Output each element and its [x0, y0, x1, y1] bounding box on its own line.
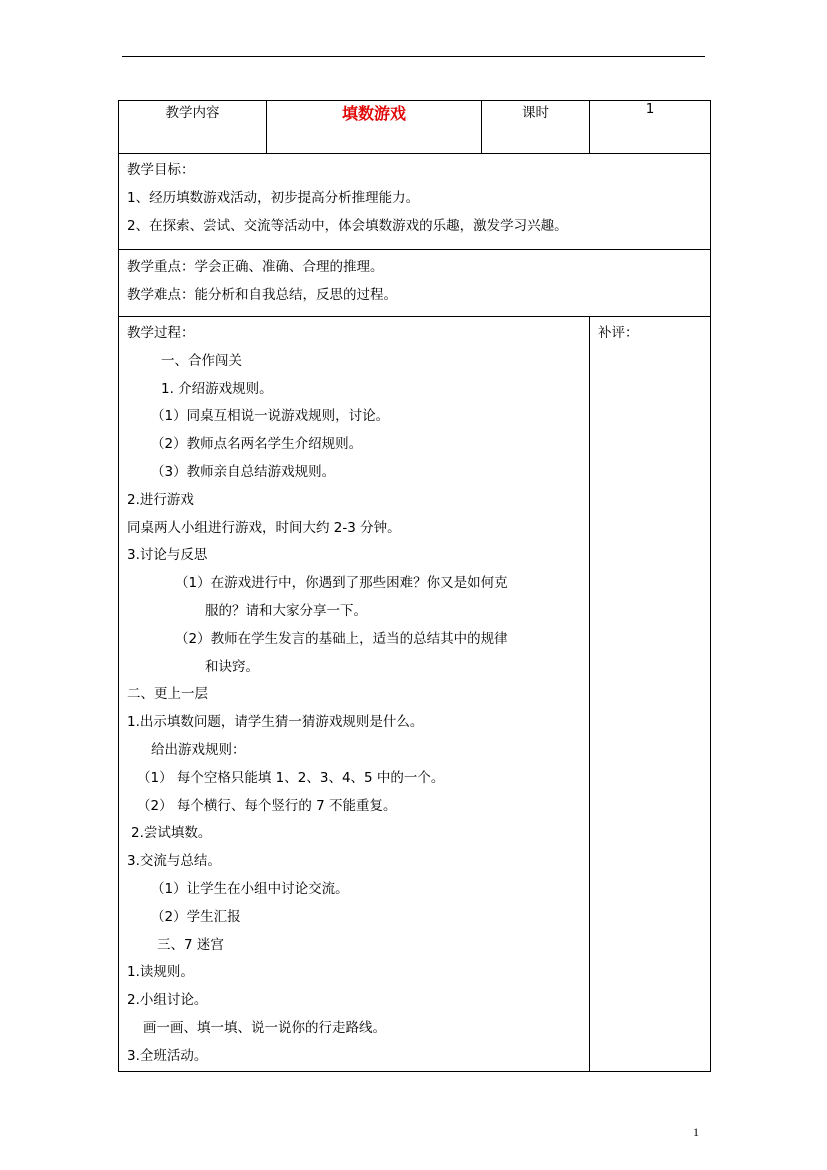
- process-line: 1.出示填数问题，请学生猜一猜游戏规则是什么。: [127, 714, 424, 731]
- page-number: 1: [693, 1125, 699, 1139]
- process-line: 1.读规则。: [127, 964, 194, 981]
- process-line: 和诀窍。: [205, 658, 259, 675]
- process-line: 一、合作闯关: [161, 352, 242, 369]
- process-line: 3.交流与总结。: [127, 853, 221, 870]
- process-line: 二、更上一层: [127, 686, 208, 703]
- process-line: （1） 每个空格只能填 1、2、3、4、5 中的一个。: [137, 769, 445, 786]
- process-row: [119, 317, 711, 1072]
- process-line: （2）教师点名两名学生介绍规则。: [151, 436, 363, 453]
- process-section: [119, 317, 589, 1071]
- remark-label: 补评：: [598, 325, 639, 341]
- header-rule: [122, 56, 705, 57]
- header-row: [119, 101, 711, 154]
- process-line: （2）教师在学生发言的基础上，适当的总结其中的规律: [175, 630, 508, 647]
- remark-cell: [590, 317, 711, 1072]
- goals-heading: 教学目标：: [127, 162, 195, 178]
- process-line: （1）同桌互相说一说游戏规则，讨论。: [151, 408, 390, 425]
- content-label: 教学内容: [119, 101, 267, 154]
- goals-row: [119, 154, 711, 250]
- process-line: （2）学生汇报: [151, 908, 241, 925]
- focus-section: [119, 250, 710, 315]
- process-line: 2.进行游戏: [127, 491, 194, 508]
- period-value: 1: [590, 101, 711, 154]
- goal-item: 2、在探索、尝试、交流等活动中，体会填数游戏的乐趣，激发学习兴趣。: [127, 218, 568, 234]
- process-line: （1）在游戏进行中，你遇到了那些困难？你又是如何克: [175, 575, 508, 592]
- process-heading: 教学过程：: [127, 325, 195, 341]
- process-line: 2.小组讨论。: [127, 992, 208, 1009]
- process-line: （1）让学生在小组中讨论交流。: [151, 880, 349, 897]
- process-line: 画一画、填一填、说一说你的行走路线。: [143, 1019, 386, 1036]
- process-line: 3.全班活动。: [127, 1047, 208, 1064]
- key-point: 教学重点：学会正确、准确、合理的推理。: [127, 259, 384, 275]
- lesson-plan-table: [118, 100, 711, 1072]
- difficulty: 教学难点：能分析和自我总结，反思的过程。: [127, 287, 397, 303]
- process-line: 同桌两人小组进行游戏，时间大约 2-3 分钟。: [127, 519, 401, 536]
- process-line: 三、7 迷宫: [157, 936, 224, 953]
- process-line: 服的？请和大家分享一下。: [205, 602, 367, 619]
- process-line: 给出游戏规则：: [151, 741, 246, 758]
- process-line: （2） 每个横行、每个竖行的 7 不能重复。: [137, 797, 397, 814]
- lesson-title: 填数游戏: [267, 101, 482, 154]
- goals-section: [119, 154, 710, 246]
- process-line: 2.尝试填数。: [131, 825, 212, 842]
- focus-row: [119, 250, 711, 317]
- process-line: 3.讨论与反思: [127, 547, 208, 564]
- period-label: 课时: [482, 101, 590, 154]
- goal-item: 1、经历填数游戏活动，初步提高分析推理能力。: [127, 190, 420, 206]
- process-line: （3）教师亲自总结游戏规则。: [151, 463, 336, 480]
- process-line: 1. 介绍游戏规则。: [161, 380, 273, 397]
